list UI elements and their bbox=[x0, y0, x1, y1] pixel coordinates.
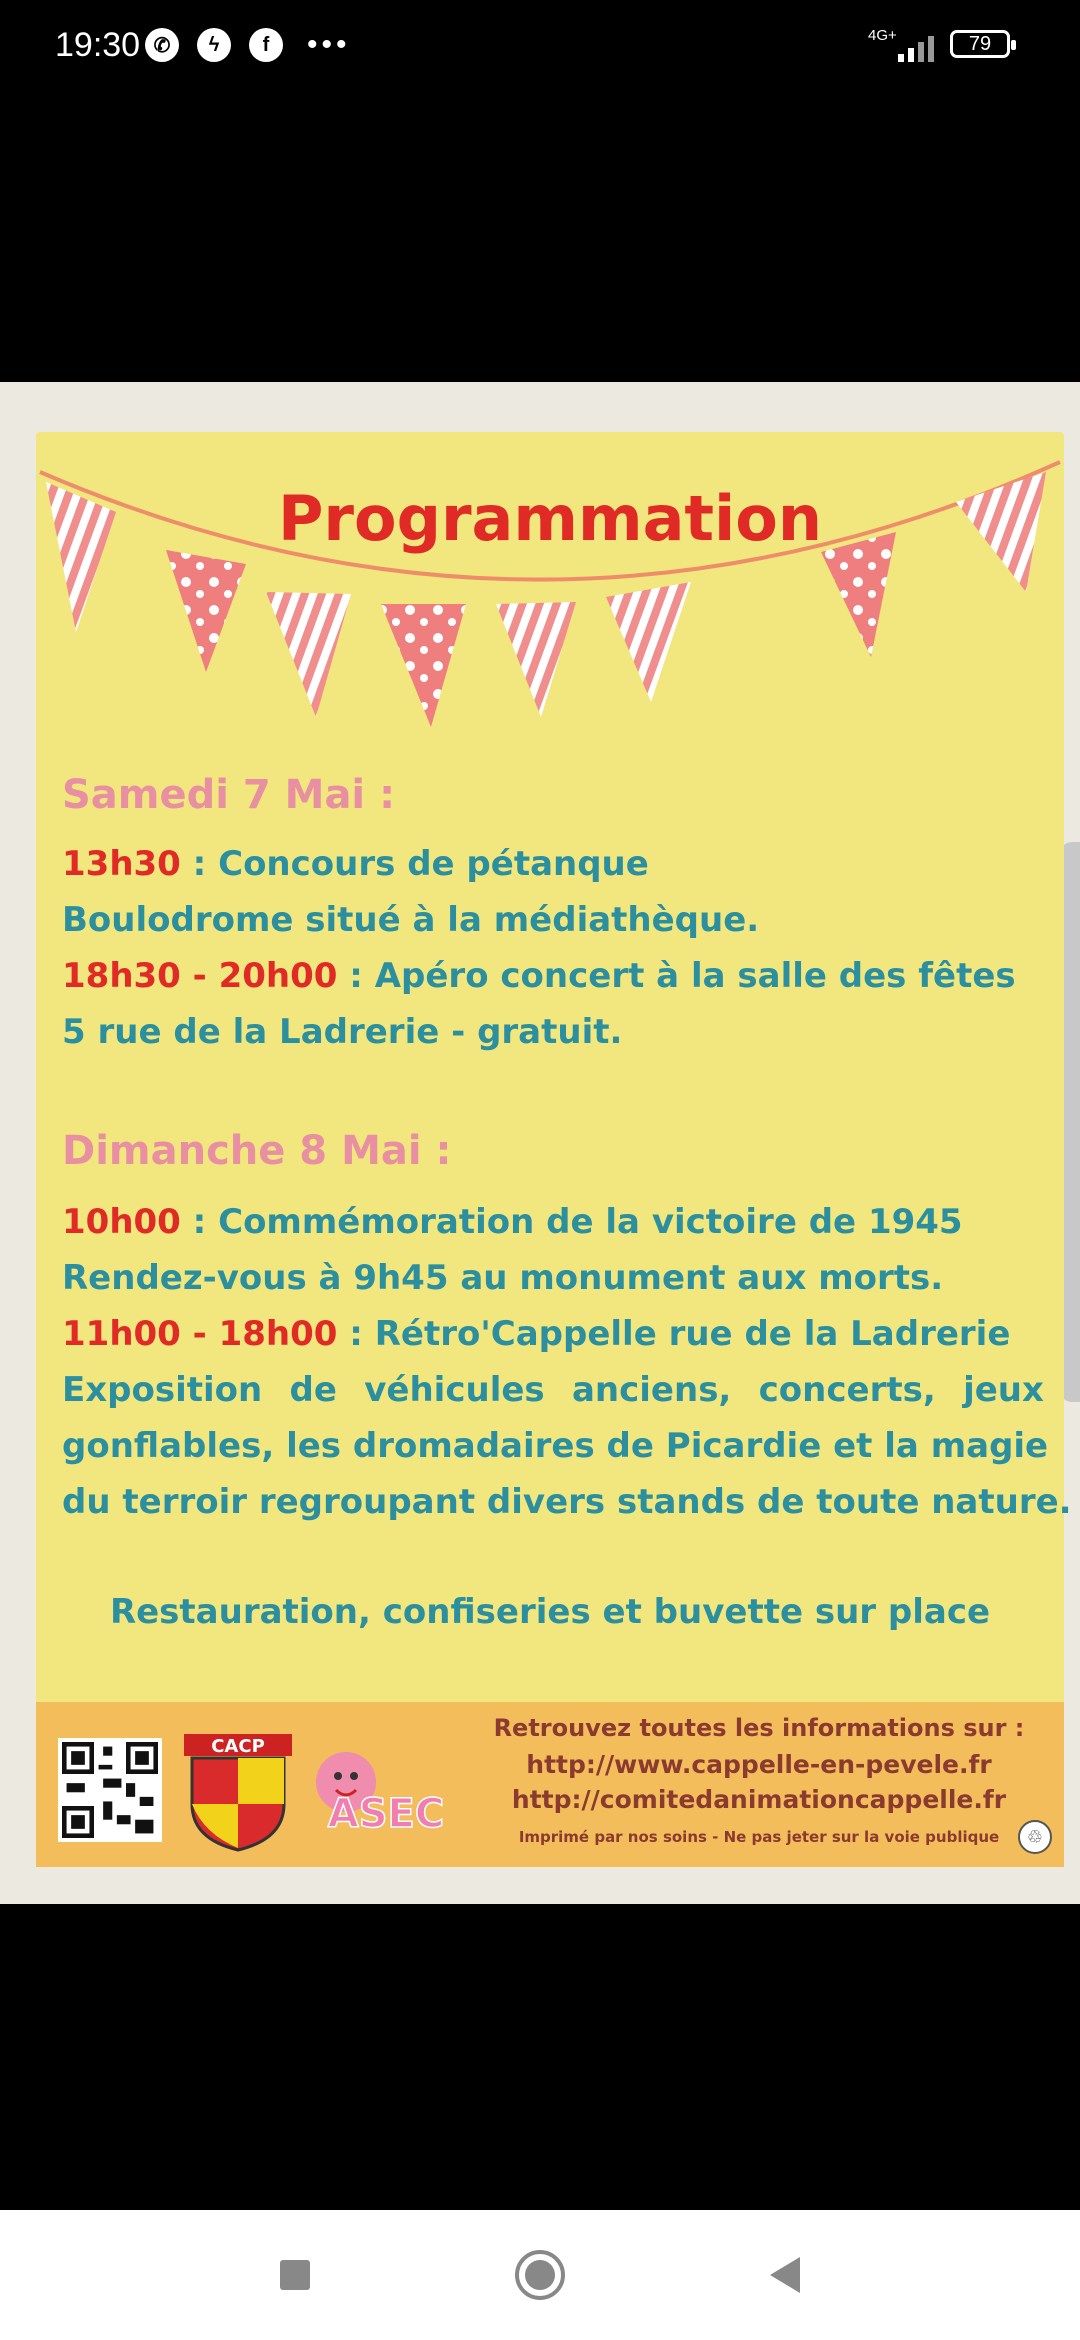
schedule-line bbox=[62, 900, 1044, 940]
schedule-text: : Apéro concert à la salle des fêtes bbox=[337, 956, 1016, 996]
word: concerts, bbox=[758, 1370, 936, 1410]
poster-footer bbox=[36, 1702, 1064, 1867]
network-type: 4G+ bbox=[868, 27, 897, 44]
event-poster bbox=[36, 432, 1072, 1867]
schedule-text: Boulodrome situé à la médiathèque. bbox=[62, 900, 760, 940]
recents-square-icon bbox=[278, 2258, 312, 2292]
schedule-line bbox=[62, 1314, 1044, 1354]
image-viewer[interactable] bbox=[0, 382, 1080, 1904]
description-line: gonflables, les dromadaires de Picardie et la magie bbox=[62, 1426, 1049, 1466]
battery-icon bbox=[950, 30, 1010, 58]
word: jeux bbox=[963, 1370, 1044, 1410]
schedule-time: 11h00 - 18h00 bbox=[62, 1314, 338, 1354]
footer-info bbox=[474, 1714, 1044, 1846]
litter-icon: ♲ bbox=[1018, 1820, 1052, 1854]
catering-note: Restauration, confiseries et buvette sur place bbox=[109, 1592, 991, 1632]
signal-icon bbox=[898, 32, 934, 62]
more-dots-icon: ••• bbox=[307, 28, 351, 61]
word: anciens, bbox=[571, 1370, 732, 1410]
schedule-text: : Rétro'Cappelle rue de la Ladrerie bbox=[337, 1314, 1011, 1354]
word: Exposition bbox=[62, 1370, 263, 1410]
navigation-bar bbox=[0, 2210, 1080, 2340]
word: de bbox=[289, 1370, 337, 1410]
day1-title: Samedi 7 Mai : bbox=[62, 772, 396, 818]
info-label: Retrouvez toutes les informations sur : bbox=[493, 1714, 1025, 1742]
schedule-line bbox=[62, 956, 1044, 996]
battery-level: 79 bbox=[968, 32, 992, 55]
schedule-line bbox=[62, 1012, 1044, 1052]
schedule-text: 5 rue de la Ladrerie - gratuit. bbox=[62, 1012, 623, 1052]
schedule-line bbox=[62, 1202, 1044, 1242]
facebook-icon: f bbox=[249, 28, 283, 62]
description-line: du terroir regroupant divers stands de toute nature. bbox=[62, 1482, 1072, 1522]
whatsapp-icon: ✆ bbox=[145, 28, 179, 62]
schedule-time: 13h30 bbox=[62, 844, 181, 884]
day2-title: Dimanche 8 Mai : bbox=[62, 1128, 452, 1174]
qr-code-icon bbox=[58, 1738, 162, 1842]
description-line bbox=[62, 1370, 1044, 1410]
schedule-time: 18h30 - 20h00 bbox=[62, 956, 338, 996]
website-link-1: http://www.cappelle-en-pevele.fr bbox=[526, 1750, 992, 1779]
home-circle-icon bbox=[513, 2248, 567, 2302]
website-link-2: http://comitedanimationcappelle.fr bbox=[511, 1785, 1007, 1814]
bunting-decoration bbox=[36, 432, 1064, 752]
notification-icons bbox=[145, 28, 351, 62]
schedule-line bbox=[62, 1258, 1044, 1298]
schedule-line bbox=[62, 844, 1044, 884]
schedule-text: : Commémoration de la victoire de 1945 bbox=[180, 1202, 963, 1242]
status-bar bbox=[0, 0, 1080, 95]
assoc-text: ASEC bbox=[327, 1791, 445, 1837]
status-time: 19:30 bbox=[55, 26, 141, 64]
crest-logo bbox=[184, 1734, 292, 1852]
back-triangle-icon bbox=[766, 2255, 804, 2295]
crest-text: CACP bbox=[211, 1736, 265, 1757]
poster-title: Programmation bbox=[277, 482, 823, 555]
schedule-text: : Concours de pétanque bbox=[180, 844, 649, 884]
word: véhicules bbox=[364, 1370, 545, 1410]
schedule-time: 10h00 bbox=[62, 1202, 181, 1242]
back-button[interactable] bbox=[752, 2242, 818, 2308]
association-logo bbox=[306, 1742, 466, 1842]
recents-button[interactable] bbox=[262, 2242, 328, 2308]
print-notice: Imprimé par nos soins - Ne pas jeter sur la voie publique bbox=[518, 1828, 1000, 1846]
messenger-icon: ϟ bbox=[197, 28, 231, 62]
schedule-text: Rendez-vous à 9h45 au monument aux morts. bbox=[62, 1258, 944, 1298]
home-button[interactable] bbox=[507, 2242, 573, 2308]
